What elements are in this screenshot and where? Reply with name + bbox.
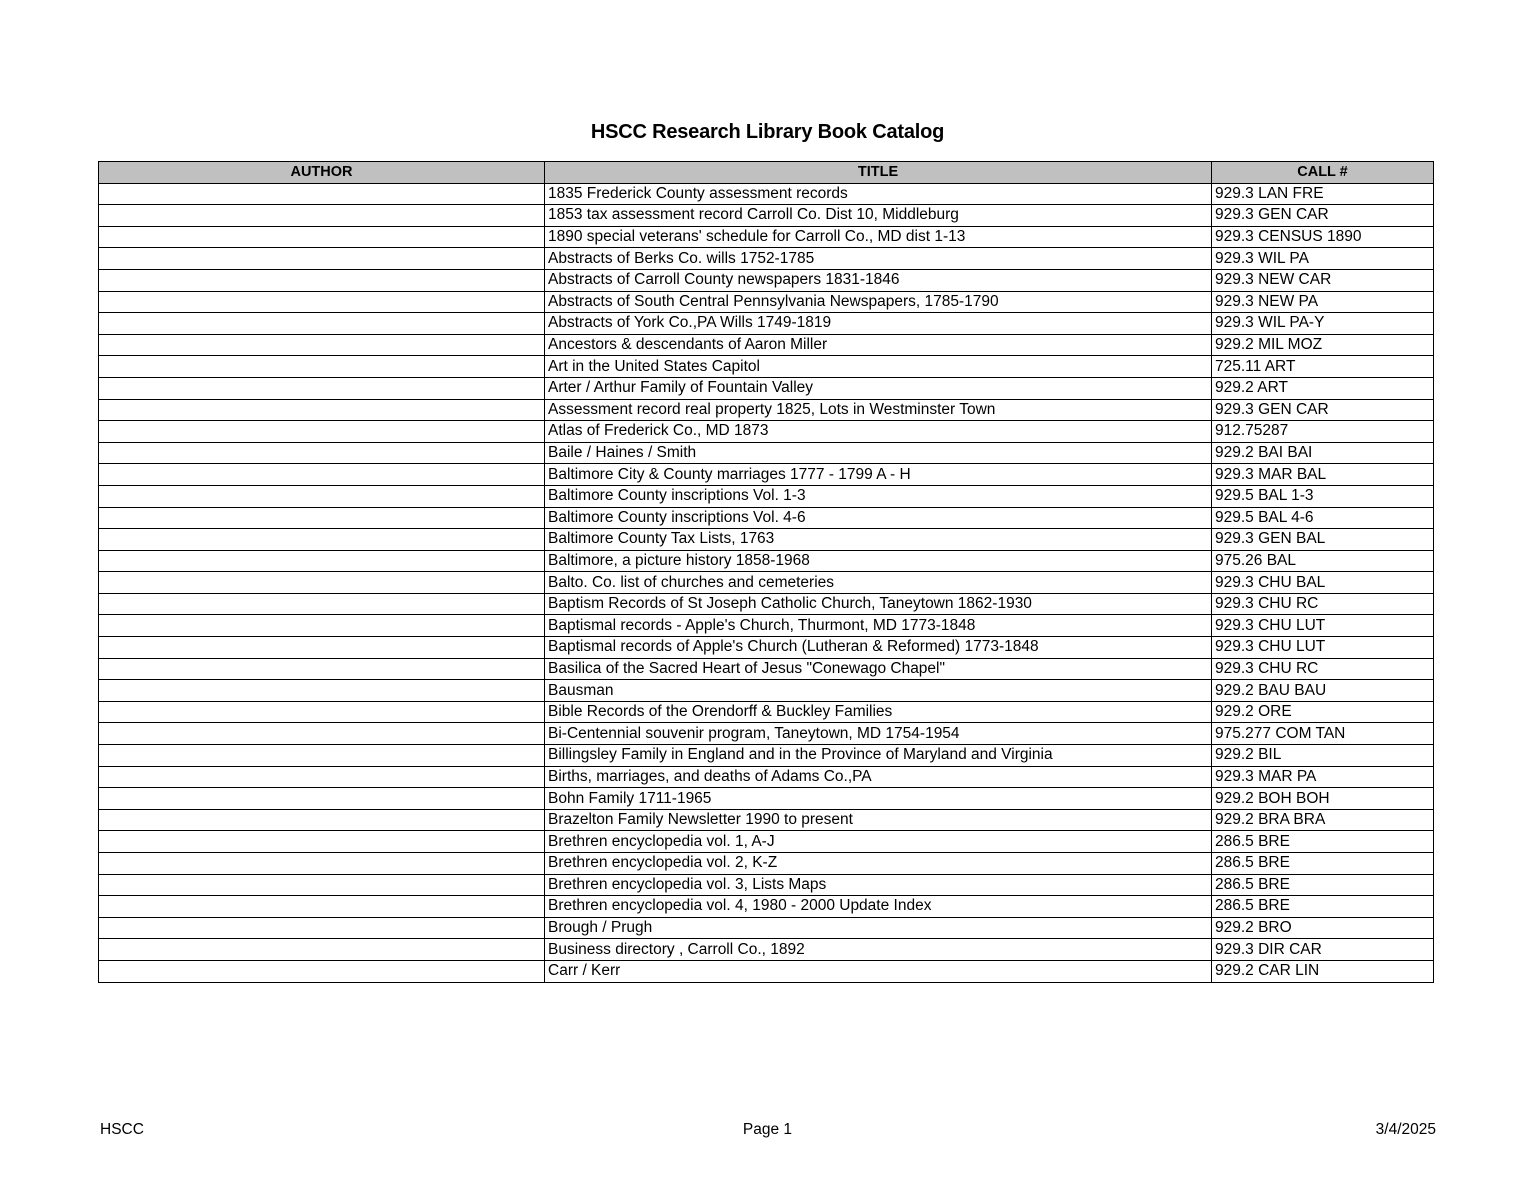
table-row [99, 723, 1434, 745]
title-cell: Bible Records of the Orendorff & Buckley Families [545, 701, 1212, 723]
call-number-cell: 929.3 GEN CAR [1212, 205, 1434, 227]
title-cell: Bohn Family 1711-1965 [545, 788, 1212, 810]
call-number-cell: 929.3 MAR PA [1212, 766, 1434, 788]
table-row [99, 939, 1434, 961]
call-number-cell: 929.2 BIL [1212, 745, 1434, 767]
author-cell [99, 615, 545, 637]
author-cell [99, 593, 545, 615]
table-row [99, 464, 1434, 486]
author-cell [99, 745, 545, 767]
author-cell [99, 680, 545, 702]
table-body [99, 183, 1434, 982]
call-number-cell: 929.3 DIR CAR [1212, 939, 1434, 961]
author-cell [99, 507, 545, 529]
title-cell: Ancestors & descendants of Aaron Miller [545, 334, 1212, 356]
call-number-cell: 929.3 WIL PA-Y [1212, 313, 1434, 335]
call-number-cell: 929.3 LAN FRE [1212, 183, 1434, 205]
author-cell [99, 766, 545, 788]
author-cell [99, 637, 545, 659]
table-row [99, 831, 1434, 853]
title-cell: Baltimore County Tax Lists, 1763 [545, 529, 1212, 551]
call-number-cell: 929.2 ART [1212, 377, 1434, 399]
author-cell [99, 572, 545, 594]
table-row [99, 572, 1434, 594]
title-cell: 1835 Frederick County assessment records [545, 183, 1212, 205]
call-number-cell: 929.2 BRA BRA [1212, 809, 1434, 831]
call-number-cell: 929.3 CHU LUT [1212, 615, 1434, 637]
author-cell [99, 874, 545, 896]
call-number-cell: 929.2 MIL MOZ [1212, 334, 1434, 356]
title-cell: Brethren encyclopedia vol. 4, 1980 - 2000 Update Index [545, 896, 1212, 918]
table-row [99, 529, 1434, 551]
title-cell: Carr / Kerr [545, 960, 1212, 982]
author-cell [99, 356, 545, 378]
author-cell [99, 313, 545, 335]
title-cell: Billingsley Family in England and in the Province of Maryland and Virginia [545, 745, 1212, 767]
author-column-header: AUTHOR [99, 162, 545, 184]
table-row [99, 550, 1434, 572]
title-cell: Baptism Records of St Joseph Catholic Church, Taneytown 1862-1930 [545, 593, 1212, 615]
call-number-cell: 286.5 BRE [1212, 831, 1434, 853]
table-row [99, 248, 1434, 270]
table-row [99, 226, 1434, 248]
table-row [99, 356, 1434, 378]
title-cell: Baile / Haines / Smith [545, 442, 1212, 464]
author-cell [99, 485, 545, 507]
author-cell [99, 226, 545, 248]
author-cell [99, 809, 545, 831]
author-cell [99, 377, 545, 399]
table-header-row [99, 162, 1434, 184]
call-number-cell: 912.75287 [1212, 421, 1434, 443]
call-number-cell: 929.3 CENSUS 1890 [1212, 226, 1434, 248]
call-number-cell: 929.3 GEN BAL [1212, 529, 1434, 551]
author-cell [99, 421, 545, 443]
call-number-cell: 286.5 BRE [1212, 853, 1434, 875]
title-cell: Bi-Centennial souvenir program, Taneytown, MD 1754-1954 [545, 723, 1212, 745]
author-cell [99, 917, 545, 939]
footer-date: 3/4/2025 [1375, 1121, 1436, 1138]
table-row [99, 334, 1434, 356]
title-cell: Baltimore City & County marriages 1777 - 1799 A - H [545, 464, 1212, 486]
table-row [99, 507, 1434, 529]
author-cell [99, 269, 545, 291]
author-cell [99, 334, 545, 356]
title-cell: Births, marriages, and deaths of Adams Co.,PA [545, 766, 1212, 788]
table-row [99, 291, 1434, 313]
title-cell: Abstracts of York Co.,PA Wills 1749-1819 [545, 313, 1212, 335]
title-cell: 1890 special veterans' schedule for Carroll Co., MD dist 1-13 [545, 226, 1212, 248]
table-row [99, 421, 1434, 443]
call-number-cell: 929.2 CAR LIN [1212, 960, 1434, 982]
title-cell: Balto. Co. list of churches and cemeteries [545, 572, 1212, 594]
call-number-cell: 929.3 CHU RC [1212, 658, 1434, 680]
author-cell [99, 529, 545, 551]
title-cell: Baltimore County inscriptions Vol. 1-3 [545, 485, 1212, 507]
call-number-cell: 929.3 WIL PA [1212, 248, 1434, 270]
title-cell: Abstracts of Berks Co. wills 1752-1785 [545, 248, 1212, 270]
table-row [99, 701, 1434, 723]
catalog-table [98, 161, 1434, 983]
table-row [99, 960, 1434, 982]
table-row [99, 745, 1434, 767]
author-cell [99, 442, 545, 464]
table-row [99, 593, 1434, 615]
call-number-cell: 286.5 BRE [1212, 874, 1434, 896]
title-cell: Brethren encyclopedia vol. 1, A-J [545, 831, 1212, 853]
title-cell: Brazelton Family Newsletter 1990 to present [545, 809, 1212, 831]
footer-org: HSCC [100, 1121, 144, 1138]
author-cell [99, 701, 545, 723]
call-number-cell: 929.3 CHU LUT [1212, 637, 1434, 659]
call-number-cell: 929.2 BAI BAI [1212, 442, 1434, 464]
call-number-cell: 929.2 BAU BAU [1212, 680, 1434, 702]
title-cell: Basilica of the Sacred Heart of Jesus "Conewago Chapel" [545, 658, 1212, 680]
table-row [99, 637, 1434, 659]
call-number-cell: 975.277 COM TAN [1212, 723, 1434, 745]
table-row [99, 658, 1434, 680]
title-cell: Bausman [545, 680, 1212, 702]
title-column-header: TITLE [545, 162, 1212, 184]
call-number-cell: 929.5 BAL 4-6 [1212, 507, 1434, 529]
table-row [99, 442, 1434, 464]
page-title: HSCC Research Library Book Catalog [590, 121, 945, 143]
call-number-cell: 725.11 ART [1212, 356, 1434, 378]
call-number-cell: 929.2 BRO [1212, 917, 1434, 939]
table-row [99, 853, 1434, 875]
table-row [99, 680, 1434, 702]
call-number-cell: 929.2 ORE [1212, 701, 1434, 723]
title-cell: Assessment record real property 1825, Lots in Westminster Town [545, 399, 1212, 421]
call-number-cell: 929.3 NEW CAR [1212, 269, 1434, 291]
table-row [99, 377, 1434, 399]
table-row [99, 183, 1434, 205]
author-cell [99, 658, 545, 680]
author-cell [99, 831, 545, 853]
title-cell: Brethren encyclopedia vol. 3, Lists Maps [545, 874, 1212, 896]
author-cell [99, 896, 545, 918]
author-cell [99, 550, 545, 572]
author-cell [99, 464, 545, 486]
call-number-cell: 929.3 CHU RC [1212, 593, 1434, 615]
table-row [99, 766, 1434, 788]
author-cell [99, 399, 545, 421]
call-number-column-header: CALL # [1212, 162, 1434, 184]
call-number-cell: 929.2 BOH BOH [1212, 788, 1434, 810]
author-cell [99, 183, 545, 205]
author-cell [99, 788, 545, 810]
title-cell: Arter / Arthur Family of Fountain Valley [545, 377, 1212, 399]
table-row [99, 205, 1434, 227]
author-cell [99, 205, 545, 227]
footer-page-number: Page 1 [742, 1121, 793, 1138]
call-number-cell: 929.3 MAR BAL [1212, 464, 1434, 486]
table-row [99, 896, 1434, 918]
title-cell: Baptismal records - Apple's Church, Thurmont, MD 1773-1848 [545, 615, 1212, 637]
author-cell [99, 723, 545, 745]
call-number-cell: 929.3 NEW PA [1212, 291, 1434, 313]
table-row [99, 485, 1434, 507]
author-cell [99, 291, 545, 313]
table-row [99, 615, 1434, 637]
title-cell: Baltimore County inscriptions Vol. 4-6 [545, 507, 1212, 529]
call-number-cell: 286.5 BRE [1212, 896, 1434, 918]
title-cell: Abstracts of Carroll County newspapers 1831-1846 [545, 269, 1212, 291]
table-row [99, 874, 1434, 896]
table-row [99, 269, 1434, 291]
title-cell: Abstracts of South Central Pennsylvania Newspapers, 1785-1790 [545, 291, 1212, 313]
title-cell: Baltimore, a picture history 1858-1968 [545, 550, 1212, 572]
table-row [99, 809, 1434, 831]
table-row [99, 399, 1434, 421]
author-cell [99, 248, 545, 270]
call-number-cell: 975.26 BAL [1212, 550, 1434, 572]
table-row [99, 788, 1434, 810]
title-cell: 1853 tax assessment record Carroll Co. Dist 10, Middleburg [545, 205, 1212, 227]
author-cell [99, 960, 545, 982]
table-row [99, 917, 1434, 939]
author-cell [99, 853, 545, 875]
title-cell: Business directory , Carroll Co., 1892 [545, 939, 1212, 961]
call-number-cell: 929.3 GEN CAR [1212, 399, 1434, 421]
table-row [99, 313, 1434, 335]
title-cell: Brough / Prugh [545, 917, 1212, 939]
title-cell: Art in the United States Capitol [545, 356, 1212, 378]
title-cell: Baptismal records of Apple's Church (Lutheran & Reformed) 1773-1848 [545, 637, 1212, 659]
title-cell: Brethren encyclopedia vol. 2, K-Z [545, 853, 1212, 875]
call-number-cell: 929.5 BAL 1-3 [1212, 485, 1434, 507]
call-number-cell: 929.3 CHU BAL [1212, 572, 1434, 594]
title-cell: Atlas of Frederick Co., MD 1873 [545, 421, 1212, 443]
author-cell [99, 939, 545, 961]
